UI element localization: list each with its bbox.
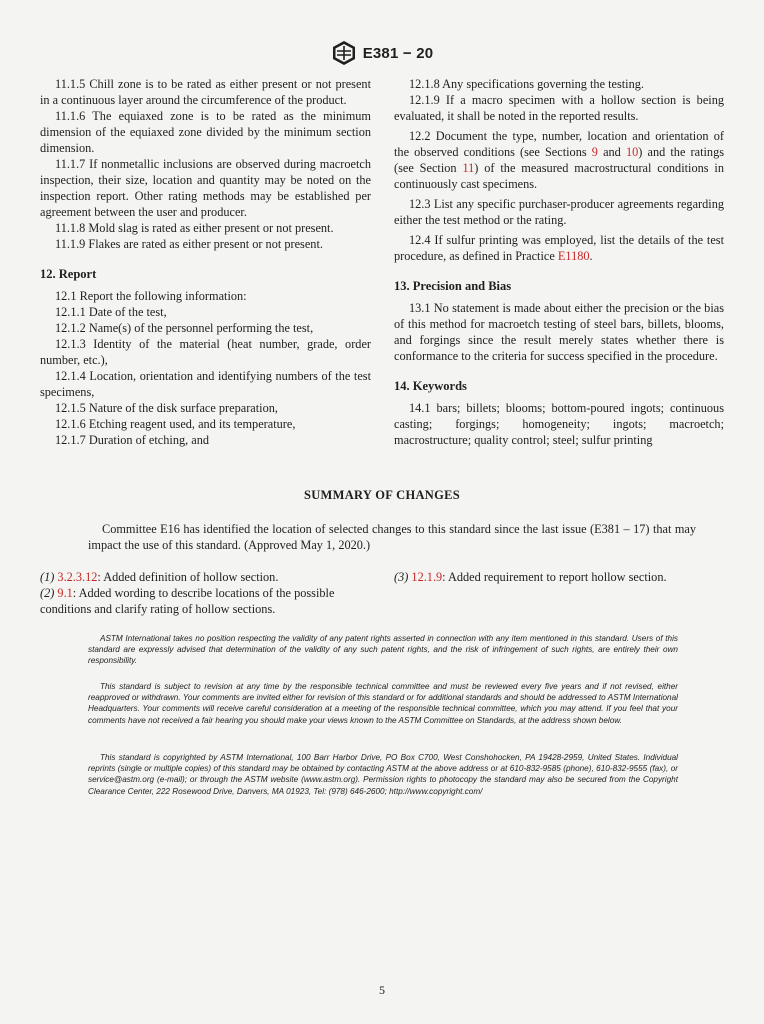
clause-11-1-6: 11.1.6 The equiaxed zone is to be rated as the minimum dimension of the equiaxed zone divided by the minimum section dimension. [40, 109, 371, 155]
changes-list-left [40, 569, 371, 617]
clause-11-1-8: 11.1.8 Mold slag is rated as either present or not present. [55, 221, 334, 235]
section-9-link[interactable]: 9 [591, 145, 598, 159]
section-14-heading: 14. Keywords [394, 379, 467, 393]
clause-12-1-6: 12.1.6 Etching reagent used, and its temperature, [55, 417, 296, 431]
changes-list-right [394, 569, 724, 585]
section-11-link[interactable]: 11 [462, 161, 475, 175]
clause-14-1: 14.1 bars; billets; blooms; bottom-poured ingots; continuous casting; forgings; homogeneity; ingots; macroetch; macrostructure; quality control; steel; sulfur printing [394, 401, 724, 447]
section-10-link[interactable]: 10 [625, 145, 639, 159]
section-12-heading: 12. Report [40, 267, 97, 281]
change-ref-link[interactable]: 3.2.3.12 [57, 570, 98, 584]
clause-11-1-5: 11.1.5 Chill zone is to be rated as either present or not present in a continuous layer around the circumference of the product. [40, 77, 371, 107]
clause-12-3: 12.3 List any specific purchaser-producer agreements regarding either the test method or the rating. [394, 197, 724, 227]
change-ref-link[interactable]: 9.1 [57, 586, 73, 600]
section-13-heading: 13. Precision and Bias [394, 279, 512, 293]
summary-intro: Committee E16 has identified the location of selected changes to this standard since the last issue (E381 – 17) that may impact the use of this standard. (Approved May 1, 2020.) [88, 522, 696, 552]
clause-12-2: 12.2 Document the type, number, location and orientation of the observed conditions (see Sections 9 and 10) and the ratings (see Section 11) of the measured macrostructural conditions in continuously cast specimens. [394, 129, 724, 191]
standard-designation: E381 − 20 [362, 44, 434, 62]
practice-e1180-link[interactable]: E1180 [557, 249, 590, 263]
clause-12-1-5: 12.1.5 Nature of the disk surface preparation, [55, 401, 278, 415]
right-column [394, 76, 724, 448]
clause-12-1-4: 12.1.4 Location, orientation and identifying numbers of the test specimens, [40, 369, 371, 399]
change-item: (3) 12.1.9: Added requirement to report hollow section. [394, 570, 667, 584]
copyright-notice: This standard is copyrighted by ASTM International, 100 Barr Harbor Drive, PO Box C700, West Conshohocken, PA 19428-2959, United States. Individual reprints (single or multiple copies) of this standard may be obtained by contacting ASTM at the above address or at 610-832-9585 (phone), 610-832-9555 (fax), or service@astm.org (e-mail); or through the ASTM website (www.astm.org). Permission rights to photocopy the standard may also be secured from the Copyright Clearance Center, 222 Rosewood Drive, Danvers, MA 01923, Tel: (978) 646-2600; http://www.copyright.com/ [88, 753, 678, 796]
clause-12-1-2: 12.1.2 Name(s) of the personnel performing the test, [55, 321, 314, 335]
clause-12-1-1: 12.1.1 Date of the test, [55, 305, 167, 319]
change-ref-link[interactable]: 12.1.9 [411, 570, 443, 584]
clause-12-1-9: 12.1.9 If a macro specimen with a hollow section is being evaluated, it shall be noted in the reported results. [394, 93, 724, 123]
clause-11-1-7: 11.1.7 If nonmetallic inclusions are observed during macroetch inspection, their size, location and quantity may be noted on the inspection report. Other rating methods may be established per agreement between the user and producer. [40, 157, 371, 219]
revision-notice: This standard is subject to revision at any time by the responsible technical committee and must be reviewed every five years and if not revised, either reapproved or withdrawn. Your comments are invited either for revision of this standard or for additional standards and should be addressed to ASTM International Headquarters. Your comments will receive careful consideration at a meeting of the responsible technical committee, which you may attend. If you feel that your comments have not received a fair hearing you should make your views known to the ASTM Committee on Standards, at the address shown below. [88, 682, 678, 725]
left-column [40, 76, 371, 448]
clause-13-1: 13.1 No statement is made about either the precision or the bias of this method for macroetch testing of steel bars, billets, blooms, and forgings since the result merely states whether there is conformance to the criteria for success specified in the procedure. [394, 301, 724, 363]
change-item: (1) 3.2.3.12: Added definition of hollow section. [40, 570, 279, 584]
page-number: 5 [379, 983, 385, 997]
page-header [0, 40, 764, 66]
clause-12-4: 12.4 If sulfur printing was employed, list the details of the test procedure, as defined in Practice E1180. [394, 233, 724, 263]
clause-12-1-7: 12.1.7 Duration of etching, and [55, 433, 210, 447]
change-item: (2) 9.1: Added wording to describe locations of the possible conditions and clarify rating of hollow sections. [40, 586, 335, 616]
patent-notice: ASTM International takes no position respecting the validity of any patent rights asserted in connection with any item mentioned in this standard. Users of this standard are expressly advised that determination of the validity of any such patent rights, and the risk of infringement of such rights, are entirely their own responsibility. [88, 634, 678, 666]
clause-12-1-3: 12.1.3 Identity of the material (heat number, grade, order number, etc.), [40, 337, 371, 367]
astm-logo-icon [331, 40, 357, 66]
clause-12-1-8: 12.1.8 Any specifications governing the testing. [409, 77, 644, 91]
clause-12-1: 12.1 Report the following information: [55, 289, 247, 303]
clause-11-1-9: 11.1.9 Flakes are rated as either present or not present. [55, 237, 323, 251]
summary-of-changes-heading: SUMMARY OF CHANGES [303, 488, 461, 502]
